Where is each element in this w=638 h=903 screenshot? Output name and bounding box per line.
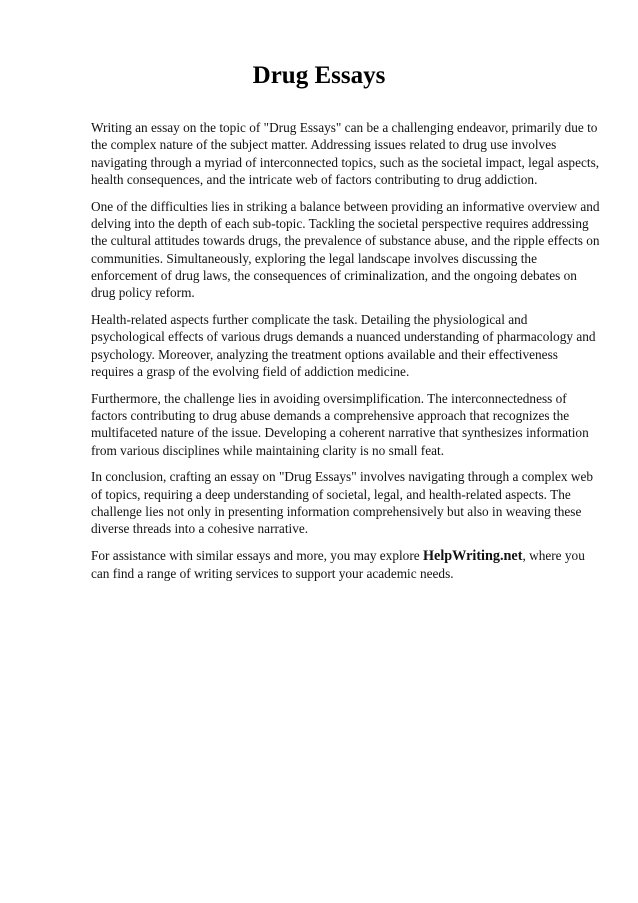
closing-text-after: , where you can find a range of writing services to support your academic needs. <box>91 548 585 582</box>
paragraph-intro: Writing an essay on the topic of "Drug Essays" can be a challenging endeavor, primarily due to the complex nature of the subject matter. Addressing issues related to drug use involves navigating through a myriad of interconnected topics, such as the societal impact, legal aspects, health consequences, and the intricate web of factors contributing to drug addiction. <box>91 120 600 187</box>
closing-text-before: For assistance with similar essays and more, you may explore <box>91 548 423 564</box>
page-title: Drug Essays <box>252 62 386 89</box>
helpwriting-link[interactable]: HelpWriting.net <box>422 548 523 565</box>
paragraph-oversimplification: Furthermore, the challenge lies in avoiding oversimplification. The interconnectedness of factors contributing to drug abuse demands a comprehensive approach that recognizes the multifaceted nature of the issue. Developing a coherent narrative that synthesizes information from various disciplines while maintaining clarity is no small feat. <box>91 390 589 458</box>
paragraph-closing <box>91 547 601 583</box>
paragraph-difficulties: One of the difficulties lies in striking a balance between providing an informative overview and delving into the depth of each sub-topic. Tackling the societal perspective requires addressing the cultural attitudes towards drugs, the prevalence of substance abuse, and the ripple effects on communities. Simultaneously, exploring the legal landscape involves discussing the enforcement of drug laws, the consequences of criminalization, and the ongoing debates on drug policy reform. <box>91 198 600 301</box>
essay-body <box>91 119 601 592</box>
paragraph-health: Health-related aspects further complicate the task. Detailing the physiological and psychological effects of various drugs demands a nuanced understanding of pharmacology and psychology. Moreover, analyzing the treatment options available and their effectiveness requires a grasp of the evolving field of addiction medicine. <box>91 311 596 379</box>
paragraph-conclusion: In conclusion, crafting an essay on "Drug Essays" involves navigating through a complex web of topics, requiring a deep understanding of societal, legal, and health-related aspects. The challenge lies not only in presenting information comprehensively but also in weaving these diverse threads into a cohesive narrative. <box>91 469 593 537</box>
